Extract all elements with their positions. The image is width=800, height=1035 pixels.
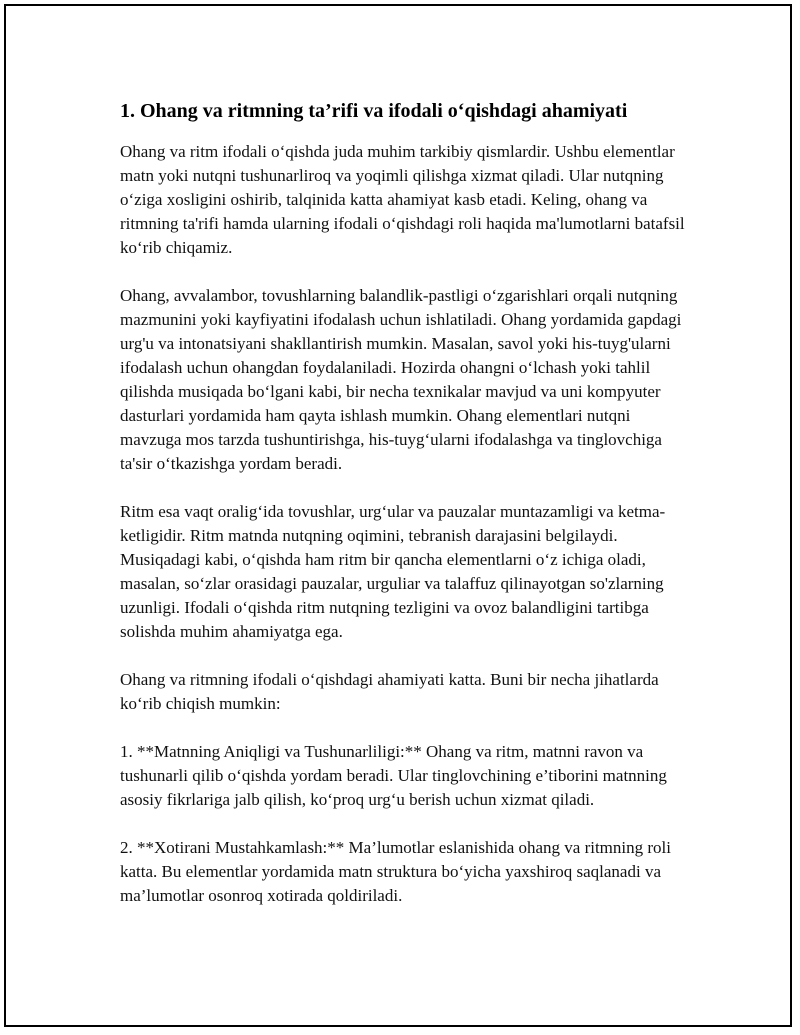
- paragraph-intro: Ohang va ritm ifodali o‘qishda juda muhim tarkibiy qismlardir. Ushbu elementlar matn yoki nutqni tushunarliroq va yoqimli qilishga xizmat qiladi. Ular nutqning o‘ziga xosligini oshirib, talqinida katta ahamiyat kasb etadi. Keling, ohang va ritmning ta'rifi hamda ularning ifodali o‘qishdagi roli haqida ma'lumotlarni batafsil ko‘rib chiqamiz.: [120, 142, 685, 257]
- page-border: [4, 4, 792, 1027]
- list-item-xotira: 2. **Xotirani Mustahkamlash:** Ma’lumotlar eslanishida ohang va ritmning roli katta. Bu elementlar yordamida matn struktura bo‘yicha yaxshiroq saqlanadi va ma’lumotlar osonroq xotirada qoldiriladi.: [120, 838, 671, 905]
- paragraph-ahamiyati: Ohang va ritmning ifodali o‘qishdagi ahamiyati katta. Buni bir necha jihatlarda ko‘rib chiqish mumkin:: [120, 670, 659, 713]
- paragraph-ritm: Ritm esa vaqt oralig‘ida tovushlar, urg‘ular va pauzalar muntazamligi va ketma-ketligidir. Ritm matnda nutqning oqimini, tebranish darajasini belgilaydi. Musiqadagi kabi, o‘qishda ham ritm bir qancha elementlarni o‘z ichiga oladi, masalan, so‘zlar orasidagi pauzalar, urguliar va talaffuz qilinayotgan so'zlarning uzunligi. Ifodali o‘qishda ritm nutqning tezligini va ovoz balandligini tartibga solishda muhim ahamiyatga ega.: [120, 502, 666, 641]
- list-item-aniqlik: 1. **Matnning Aniqligi va Tushunarliligi:** Ohang va ritm, matnni ravon va tushunarli qilib o‘qishda yordam beradi. Ular tinglovchining e’tiborini matnning asosiy fikrlariga jalb qilish, ko‘proq urg‘u berish uchun xizmat qiladi.: [120, 742, 667, 809]
- section-heading: 1. Ohang va ritmning ta’rifi va ifodali o‘qishdagi ahamiyati: [120, 100, 628, 122]
- paragraph-ohang: Ohang, avvalambor, tovushlarning balandlik-pastligi o‘zgarishlari orqali nutqning mazmunini yoki kayfiyatini ifodalash uchun ishlatiladi. Ohang yordamida gapdagi urg'u va intonatsiyani shakllantirish mumkin. Masalan, savol yoki his-tuyg'ularni ifodalash uchun ohangdan foydalaniladi. Hozirda ohangni o‘lchash yoki tahlil qilishda musiqada bo‘lgani kabi, bir necha texnikalar mavjud va uni kompyuter dasturlari yordamida ham qayta ishlash mumkin. Ohang elementlari nutqni mavzuga mos tarzda tushuntirishga, his-tuyg‘ularni ifodalashga va tinglovchiga ta'sir o‘tkazishga yordam beradi.: [120, 286, 682, 473]
- document-body: [120, 98, 690, 908]
